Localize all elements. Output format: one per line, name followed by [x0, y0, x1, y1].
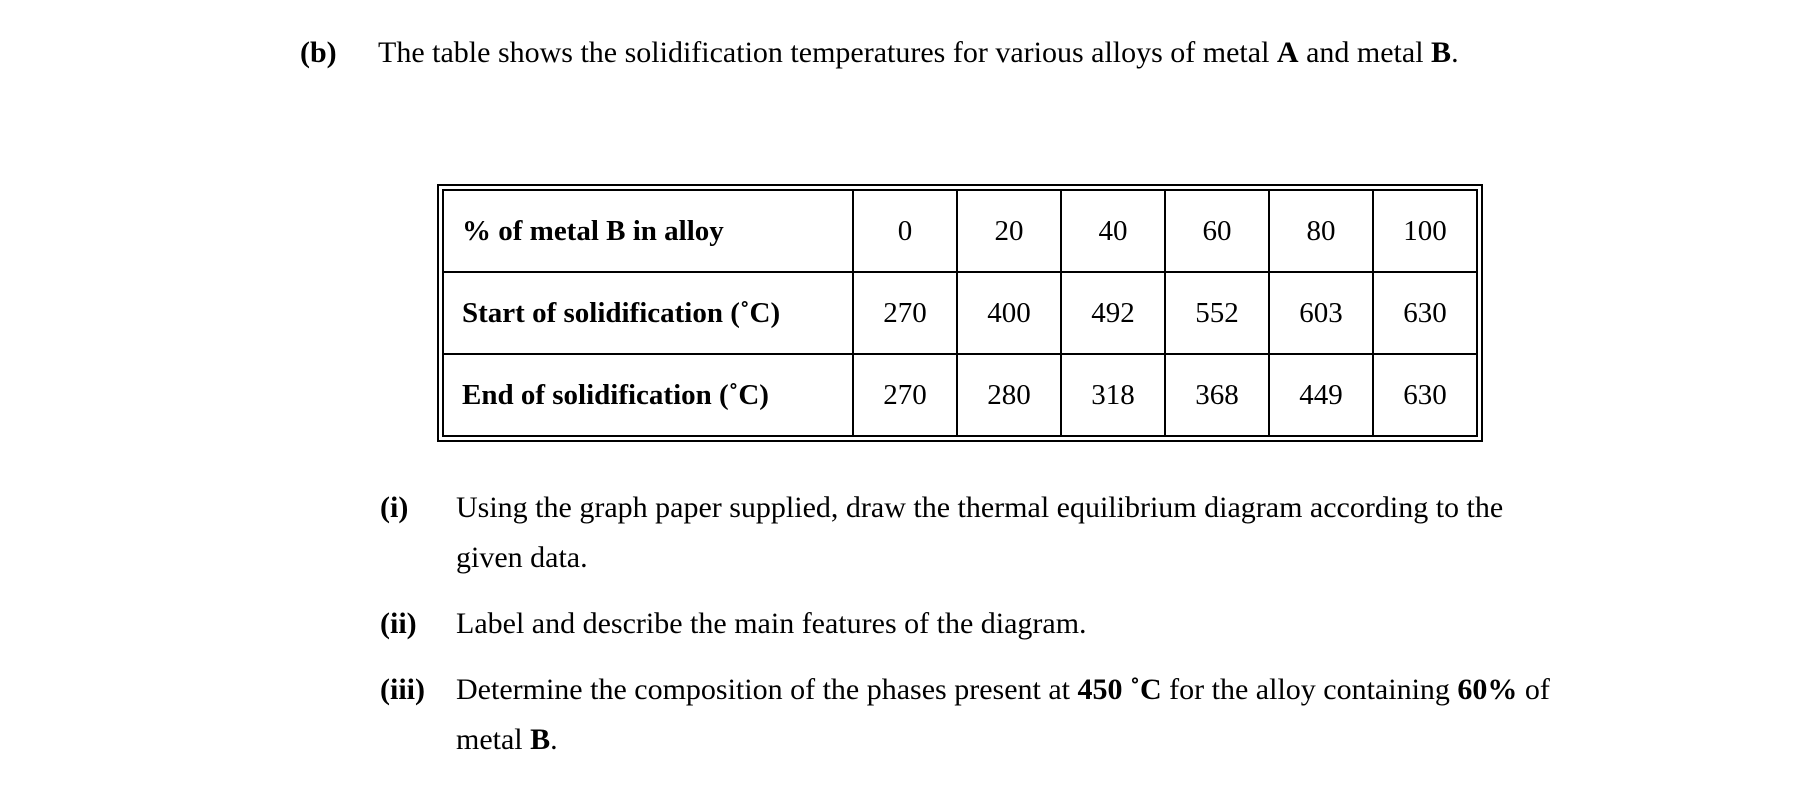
cell-r0-c5: 100	[1373, 190, 1477, 272]
cell-r2-c5: 630	[1373, 354, 1477, 436]
cell-r2-c1: 280	[957, 354, 1061, 436]
cell-r1-c0: 270	[853, 272, 957, 354]
cell-r2-c0: 270	[853, 354, 957, 436]
subquestion-iii-text	[456, 665, 1576, 765]
subquestion-i-marker: (i)	[380, 491, 409, 524]
cell-r0-c3: 60	[1165, 190, 1269, 272]
subquestion-iii-text-post: of metal	[456, 673, 1550, 756]
subquestion-i-text: Using the graph paper supplied, draw the thermal equilibrium diagram according to the given data.	[456, 491, 1504, 574]
composition-value: 60%	[1457, 673, 1518, 706]
subquestion-ii	[380, 599, 1600, 649]
cell-r1-c5: 630	[1373, 272, 1477, 354]
cell-r1-c1: 400	[957, 272, 1061, 354]
cell-r1-c3: 552	[1165, 272, 1269, 354]
metal-a-label: A	[1276, 36, 1299, 69]
cell-r0-c2: 40	[1061, 190, 1165, 272]
solidification-table	[442, 189, 1478, 437]
cell-r1-c2: 492	[1061, 272, 1165, 354]
temperature-value: 450 ˚C	[1077, 673, 1162, 706]
intro-text-1: The table shows the solidification temperatures for various alloys of metal	[378, 36, 1277, 69]
subquestion-iii	[380, 665, 1600, 765]
row-header-end-solidification: End of solidification (˚C)	[443, 354, 853, 436]
intro-text-3: .	[1451, 36, 1459, 69]
question-part-b	[300, 28, 1560, 78]
subquestion-iii-text-pre: Determine the composition of the phases present at	[456, 673, 1078, 706]
table-row	[443, 354, 1477, 436]
subquestion-ii-marker: (ii)	[380, 607, 417, 640]
subquestion-i	[380, 483, 1600, 583]
cell-r0-c4: 80	[1269, 190, 1373, 272]
subquestion-iii-text-mid: for the alloy containing	[1161, 673, 1458, 706]
solidification-table-frame	[437, 184, 1483, 442]
part-text	[378, 28, 1459, 78]
cell-r0-c1: 20	[957, 190, 1061, 272]
subquestion-iii-text-end: .	[550, 723, 558, 756]
metal-b-label: B	[1431, 36, 1452, 69]
cell-r2-c4: 449	[1269, 354, 1373, 436]
metal-b-reference: B	[530, 723, 551, 756]
part-label: (b)	[300, 36, 337, 69]
row-header-start-solidification: Start of solidification (˚C)	[443, 272, 853, 354]
subquestion-ii-text: Label and describe the main features of the diagram.	[456, 607, 1087, 640]
table-row	[443, 190, 1477, 272]
row-header-percent-metal-b: % of metal B in alloy	[443, 190, 853, 272]
cell-r2-c2: 318	[1061, 354, 1165, 436]
intro-text-2: and metal	[1298, 36, 1432, 69]
subquestion-iii-marker: (iii)	[380, 673, 425, 706]
table-row	[443, 272, 1477, 354]
cell-r0-c0: 0	[853, 190, 957, 272]
cell-r1-c4: 603	[1269, 272, 1373, 354]
subquestion-list	[380, 483, 1600, 781]
cell-r2-c3: 368	[1165, 354, 1269, 436]
